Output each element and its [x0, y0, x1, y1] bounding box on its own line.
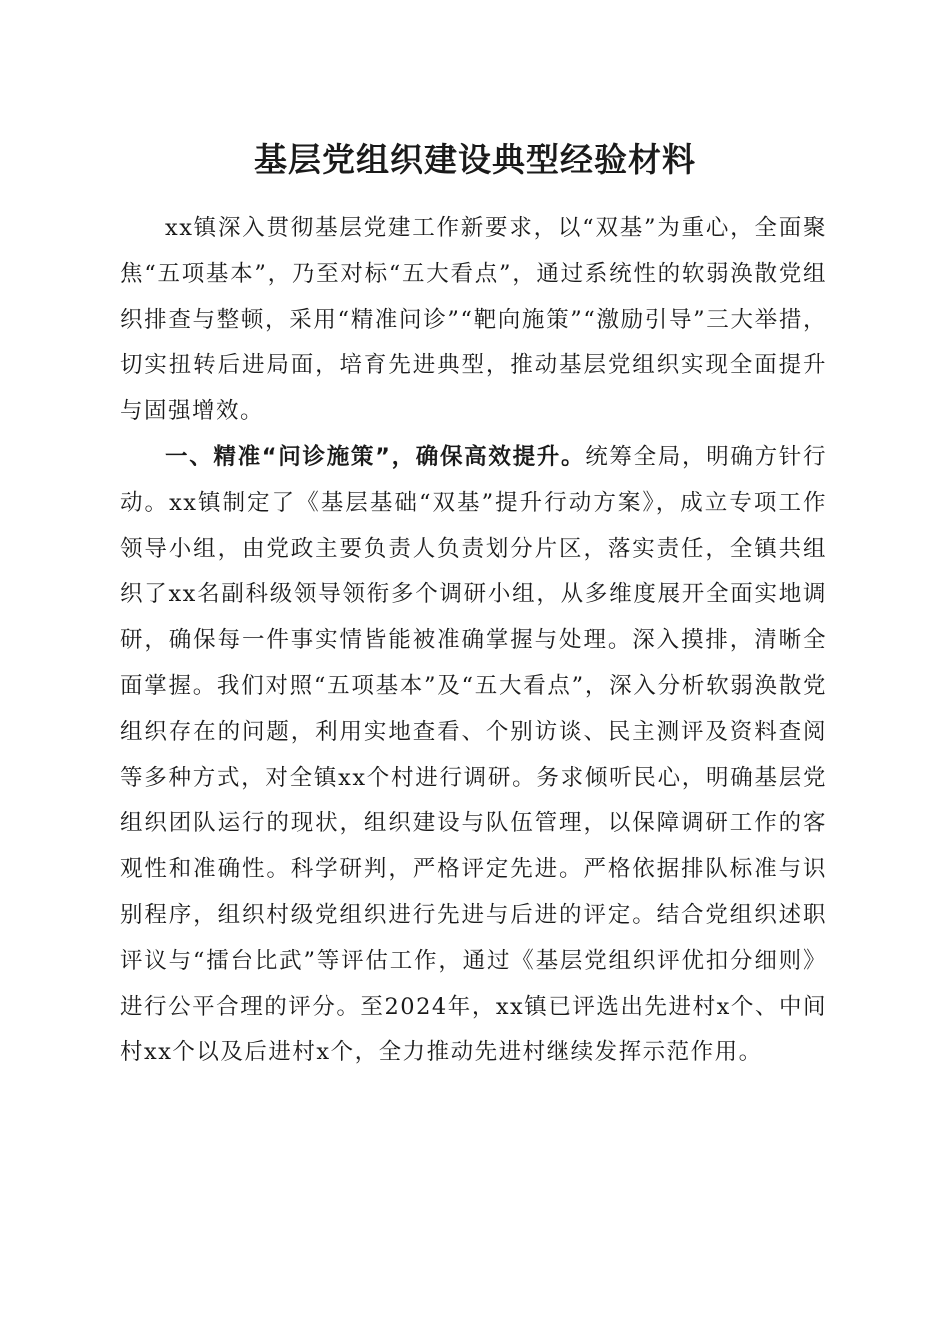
- document-body: [120, 206, 827, 1076]
- document-title: 基层党组织建设典型经验材料: [254, 140, 696, 179]
- section-1-heading: 一、精准“问诊施策”，确保高效提升。: [165, 443, 586, 470]
- intro-paragraph: xx镇深入贯彻基层党建工作新要求，以“双基”为重心，全面聚焦“五项基本”，乃至对标“五大看点”，通过系统性的软弱涣散党组织排查与整顿，采用“精准问诊”“靶向施策”“激励引导”三大举措，切实扭转后进局面，培育先进典型，推动基层党组织实现全面提升与固强增效。: [120, 215, 827, 425]
- section-1-paragraph: [120, 435, 827, 1076]
- section-1-body: 统筹全局，明确方针行动。xx镇制定了《基层基础“双基”提升行动方案》，成立专项工作领导小组，由党政主要负责人负责划分片区，落实责任，全镇共组织了xx名副科级领导领衔多个调研小组，从多维度展开全面实地调研，确保每一件事实情皆能被准确掌握与处理。深入摸排，清晰全面掌握。我们对照“五项基本”及“五大看点”，深入分析软弱涣散党组织存在的问题，利用实地查看、个别访谈、民主测评及资料查阅等多种方式，对全镇xx个村进行调研。务求倾听民心，明确基层党组织团队运行的现状，组织建设与队伍管理，以保障调研工作的客观性和准确性。科学研判，严格评定先进。严格依据排队标准与识别程序，组织村级党组织进行先进与后进的评定。结合党组织述职评议与“擂台比武”等评估工作，通过《基层党组织评优扣分细则》进行公平合理的评分。至2024年，xx镇已评选出先进村x个、中间村xx个以及后进村x个，全力推动先进村继续发挥示范作用。: [120, 443, 827, 1066]
